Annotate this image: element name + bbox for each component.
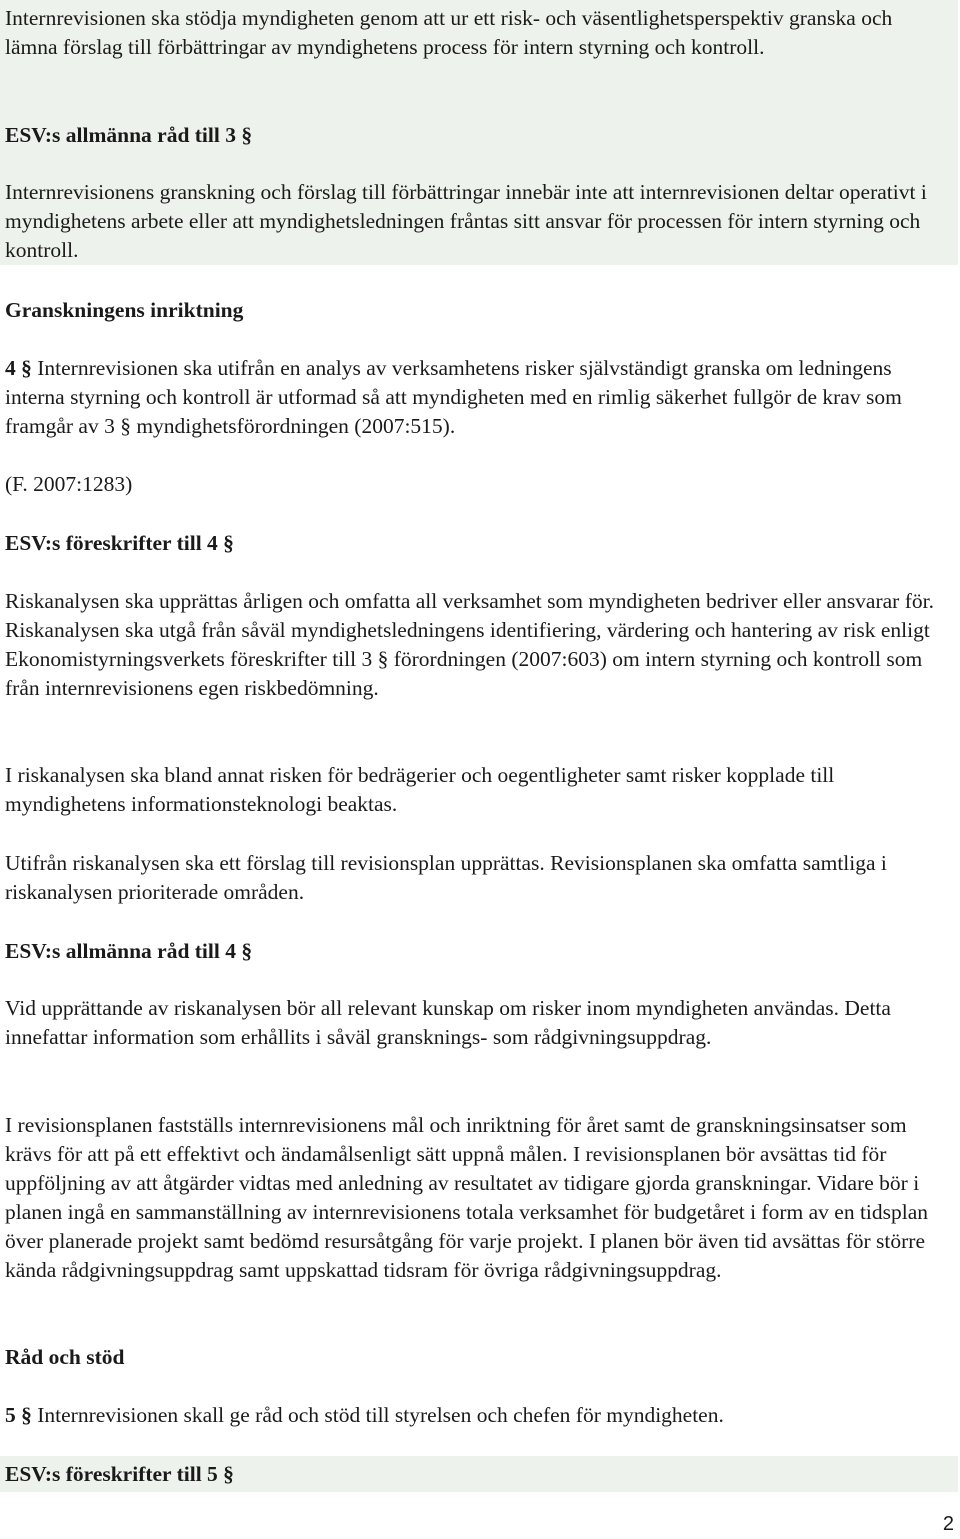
page-number: 2	[942, 1513, 954, 1535]
section-4-text: Internrevisionen ska utifrån en analys av verksamhetens risker självständigt granska om ledningens interna styrning och kontroll är utformad så att myndigheten med en rimlig säkerhet fullgör de krav som framgår av 3 § myndighetsförordningen (2007:515).	[5, 356, 902, 438]
section-4-number: 4 §	[5, 356, 32, 380]
section-5-paragraph	[5, 1401, 950, 1430]
paragraph-advice-3: Internrevisionens granskning och förslag till förbättringar innebär inte att internrevisionen deltar operativt i myndighetens arbete eller att myndighetsledningen fråntas sitt ansvar för processen för intern styrning och kontroll.	[5, 180, 927, 262]
paragraph-risk-fraud: I riskanalysen ska bland annat risken för bedrägerier och oegentligheter samt risker kopplade till myndighetens informationsteknologi beaktas.	[5, 763, 835, 816]
paragraph-intro: Internrevisionen ska stödja myndigheten genom att ur ett risk- och väsentlighetsperspektiv granska och lämna förslag till förbättringar av myndighetens process för intern styrning och kontroll.	[5, 6, 893, 59]
section-5-number: 5 §	[5, 1403, 32, 1427]
heading-granskningens-inriktning: Granskningens inriktning	[5, 298, 244, 322]
paragraph-advice-4b: I revisionsplanen fastställs internrevisionens mål och inriktning för året samt de granskningsinsatser som krävs för att på ett effektivt och ändamålsenligt sätt uppnå målen. I revisionsplanen bör avsättas tid för uppföljning av att åtgärder vidtas med anledning av resultatet av tidigare gjorda granskningar. Vidare bör i planen ingå en sammanställning av internrevisionens totala verksamhet för budgetåret i form av en tidsplan över planerade projekt samt bedömd resursåtgång för varje projekt. I planen bör även tid avsättas för större kända rådgivningsuppdrag samt uppskattad tidsram för övriga rådgivningsuppdrag.	[5, 1113, 929, 1282]
heading-esv-advice-4: ESV:s allmänna råd till 4 §	[5, 939, 253, 963]
paragraph-regulations-4: Riskanalysen ska upprättas årligen och omfatta all verksamhet som myndigheten bedriver eller ansvarar för. Riskanalysen ska utgå från såväl myndighetsledningens identifiering, värdering och hantering av risk enligt Ekonomistyrningsverkets föreskrifter till 3 § förordningen (2007:603) om intern styrning och kontroll som från internrevisionens egen riskbedömning.	[5, 589, 934, 700]
paragraph-advice-4a: Vid upprättande av riskanalysen bör all relevant kunskap om risker inom myndigheten användas. Detta innefattar information som erhållits i såväl gransknings- som rådgivningsuppdrag.	[5, 996, 891, 1049]
amendment-reference: (F. 2007:1283)	[5, 472, 133, 496]
section-4-paragraph	[5, 354, 950, 441]
section-5-text: Internrevisionen skall ge råd och stöd till styrelsen och chefen för myndigheten.	[31, 1403, 724, 1427]
heading-rad-och-stod: Råd och stöd	[5, 1345, 125, 1369]
heading-esv-advice-3: ESV:s allmänna råd till 3 §	[5, 123, 253, 147]
heading-esv-regulations-4: ESV:s föreskrifter till 4 §	[5, 531, 234, 555]
paragraph-audit-plan: Utifrån riskanalysen ska ett förslag till revisionsplan upprättas. Revisionsplanen ska omfatta samtliga i riskanalysen prioriterade områden.	[5, 851, 887, 904]
heading-esv-regulations-5: ESV:s föreskrifter till 5 §	[5, 1462, 234, 1486]
